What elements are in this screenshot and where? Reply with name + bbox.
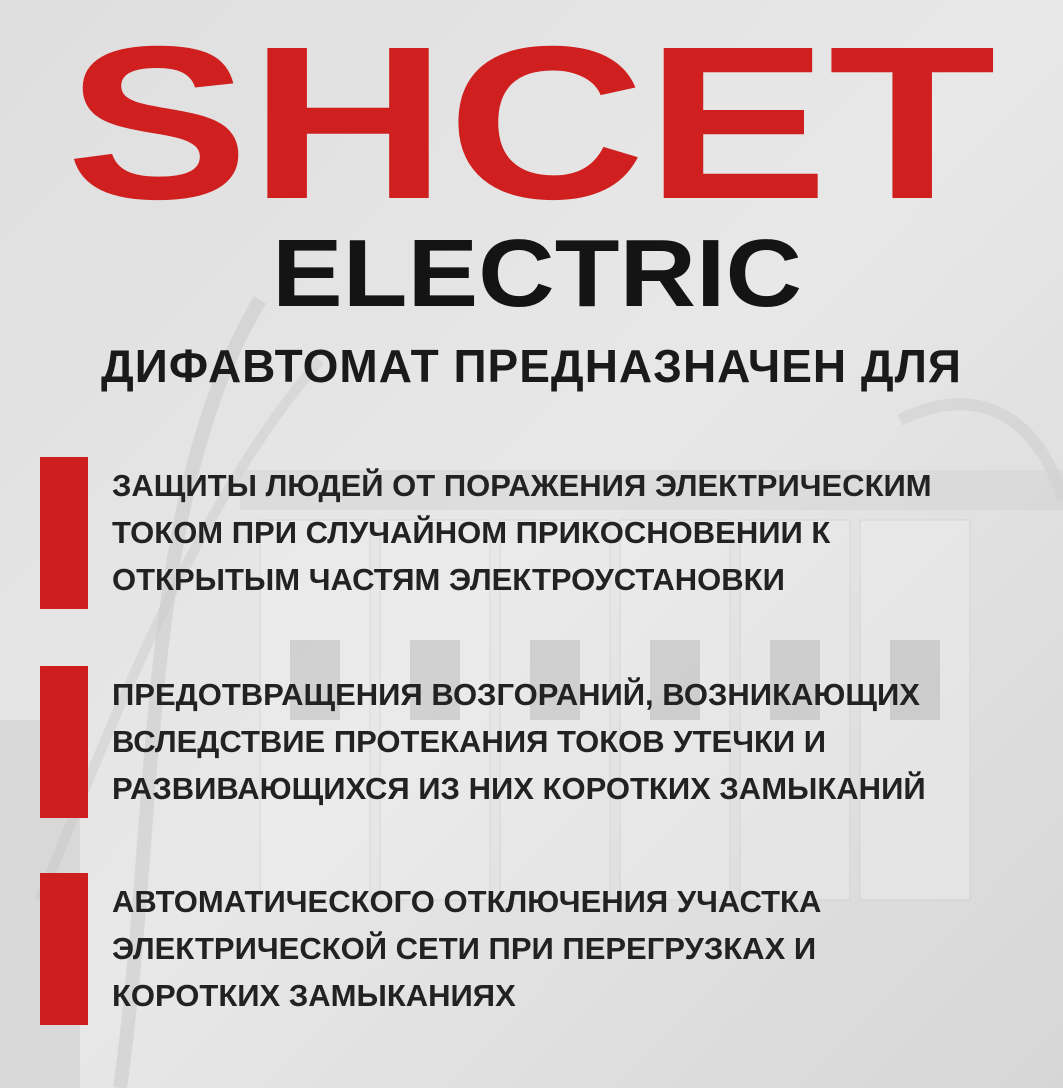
red-bullet-bar (40, 457, 88, 609)
brand-logo (0, 0, 1063, 330)
page-heading: ДИФАВТОМАТ ПРЕДНАЗНАЧЕН ДЛЯ (101, 340, 962, 392)
red-bullet-bar (40, 873, 88, 1025)
brand-name: SHCET (66, 2, 996, 245)
list-item (40, 457, 1050, 609)
list-item (40, 873, 1050, 1025)
list-item (40, 666, 1050, 818)
list-item-text: АВТОМАТИЧЕСКОГО ОТКЛЮЧЕНИЯ УЧАСТКА ЭЛЕКТРИЧЕСКОЙ СЕТИ ПРИ ПЕРЕГРУЗКАХ И КОРОТКИХ ЗАМЫКАНИЯХ (112, 884, 822, 1013)
brand-subtitle: ELECTRIC (272, 220, 802, 327)
red-bullet-bar (40, 666, 88, 818)
list-item-text: ЗАЩИТЫ ЛЮДЕЙ ОТ ПОРАЖЕНИЯ ЭЛЕКТРИЧЕСКИМ ТОКОМ ПРИ СЛУЧАЙНОМ ПРИКОСНОВЕНИИ К ОТКРЫТЫМ ЧАСТЯМ ЭЛЕКТРОУСТАНОВКИ (112, 468, 932, 597)
list-item-text: ПРЕДОТВРАЩЕНИЯ ВОЗГОРАНИЙ, ВОЗНИКАЮЩИХ ВСЛЕДСТВИЕ ПРОТЕКАНИЯ ТОКОВ УТЕЧКИ И РАЗВИВАЮЩИХСЯ ИЗ НИХ КОРОТКИХ ЗАМЫКАНИЙ (112, 677, 926, 806)
